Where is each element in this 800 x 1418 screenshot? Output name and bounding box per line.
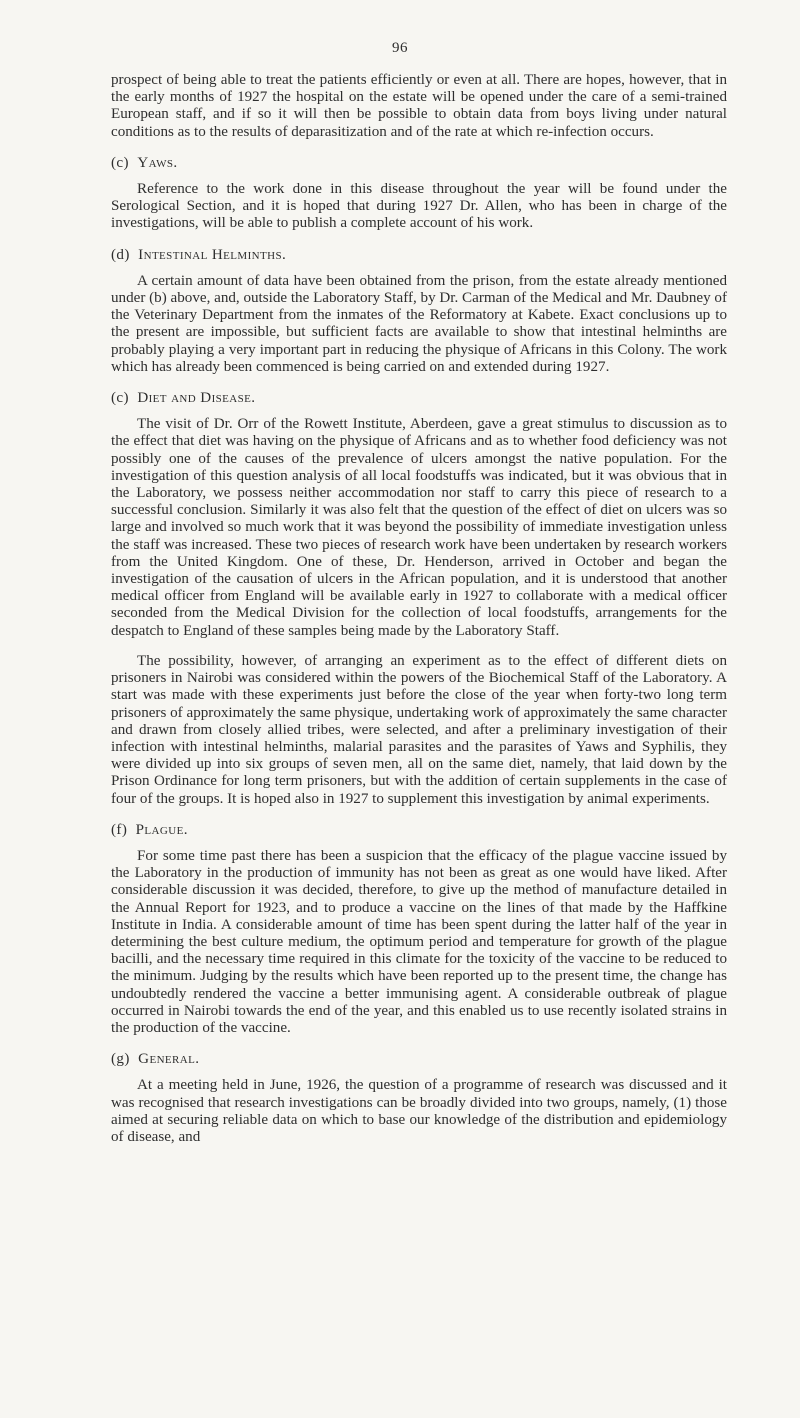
section-title: Plague. [135,821,188,838]
section-letter: (c) [111,390,129,407]
section-heading [111,247,727,264]
section-yaws [111,155,727,233]
section-title: Yaws. [137,154,178,171]
paragraph: At a meeting held in June, 1926, the question of a programme of research was discussed and it was recognised that research investigations can be broadly divided into two groups, namely, (1) those aimed at securing reliable data on which to base our knowledge of the distribution and epidemiology of disease, and [111,1077,727,1145]
section-heading [111,1051,727,1068]
section-general [111,1051,727,1146]
section-letter: (d) [111,246,130,263]
section-heading [111,390,727,407]
paragraph: For some time past there has been a suspicion that the efficacy of the plague vaccine issued by the Laboratory in the production of immunity has not been as great as one would have liked. After considerable discussion it was decided, therefore, to give up the method of manufacture detailed in the Annual Report for 1923, and to produce a vaccine on the lines of that made by the Haffkine Institute in India. A considerable amount of time has been spent during the latter half of the year in determining the best culture medium, the optimum period and temperature for growth of the plague bacilli, and the necessary time required in this climate for the toxicity of the vaccine to be reduced to the minimum. Judging by the results which have been reported up to the present time, the change has undoubtedly rendered the vaccine a better immunising agent. A considerable outbreak of plague occurred in Nairobi towards the end of the year, and this enabled us to use recently isolated strains in the production of the vaccine. [111,847,727,1036]
paragraph: The visit of Dr. Orr of the Rowett Institute, Aberdeen, gave a great stimulus to discussion as to the effect that diet was having on the physique of Africans and as to whether food deficiency was not possibly one of the causes of the prevalence of ulcers amongst the native population. For the investigation of this question analysis of all local foodstuffs was indicated, but it was obvious that in the Laboratory, we possess neither accommodation nor staff to carry this piece of research to a successful conclusion. Similarly it was also felt that the question of the effect of diet on ulcers was so large and involved so much work that it was beyond the possibility of immediate investigation unless the staff was increased. These two pieces of research work have been undertaken by research workers from the United Kingdom. One of these, Dr. Henderson, arrived in October and began the investigation of the causation of ulcers in the African population, and it is understood that another medical officer from England will be available early in 1927 to collaborate with a medical officer seconded from the Medical Division for the collection of local foodstuffs, arrangements for the despatch to England of these samples being made by the Laboratory Staff. [111,416,727,639]
section-letter: (f) [111,821,128,838]
page-number: 96 [392,40,408,56]
paragraph: The possibility, however, of arranging an experiment as to the effect of different diets on prisoners in Nairobi was considered within the powers of the Biochemical Staff of the Laboratory. A start was made with these experiments just before the close of the year when forty-two long term prisoners of approximately the same physique, undertaking work of approximately the same character and drawn from closely allied tribes, were selected, and after a preliminary investigation of their infection with intestinal helminths, malarial parasites and the parasites of Yaws and Syphilis, they were divided up into six groups of seven men, all on the same diet, namely, that laid down by the Prison Ordinance for long term prisoners, but with the addition of certain supplements in the case of four of the groups. It is hoped also in 1927 to supplement this investigation by animal experiments. [111,652,727,807]
paragraph: Reference to the work done in this disease throughout the year will be found under the Serological Section, and it is hoped that during 1927 Dr. Allen, who has been in charge of the investigations, will be able to publish a complete account of his work. [111,181,727,232]
section-intestinal-helminths [111,247,727,376]
section-diet-and-disease [111,390,727,808]
document-body [111,72,727,1146]
section-title: Diet and Disease. [137,390,256,407]
section-letter: (c) [111,154,129,171]
section-plague [111,822,727,1037]
section-heading [111,155,727,172]
section-heading [111,822,727,839]
section-title: Intestinal Helminths. [138,246,287,263]
section-title: General. [138,1051,200,1068]
section-letter: (g) [111,1051,130,1068]
intro-paragraph: prospect of being able to treat the patients efficiently or even at all. There are hopes, however, that in the early months of 1927 the hospital on the estate will be opened under the care of a semi-trained European staff, and if so it will then be possible to obtain data from boys living under natural conditions as to the results of deparasitization and of the rate at which re-infection occurs. [111,72,727,140]
paragraph: A certain amount of data have been obtained from the prison, from the estate already mentioned under (b) above, and, outside the Laboratory Staff, by Dr. Carman of the Medical and Mr. Daubney of the Veterinary Department from the inmates of the Reformatory at Kabete. Exact conclusions up to the present are impossible, but sufficient facts are available to show that intestinal helminths are probably playing a very important part in reducing the physique of Africans in this Colony. The work which has already been commenced is being carried on and extended during 1927. [111,272,727,375]
